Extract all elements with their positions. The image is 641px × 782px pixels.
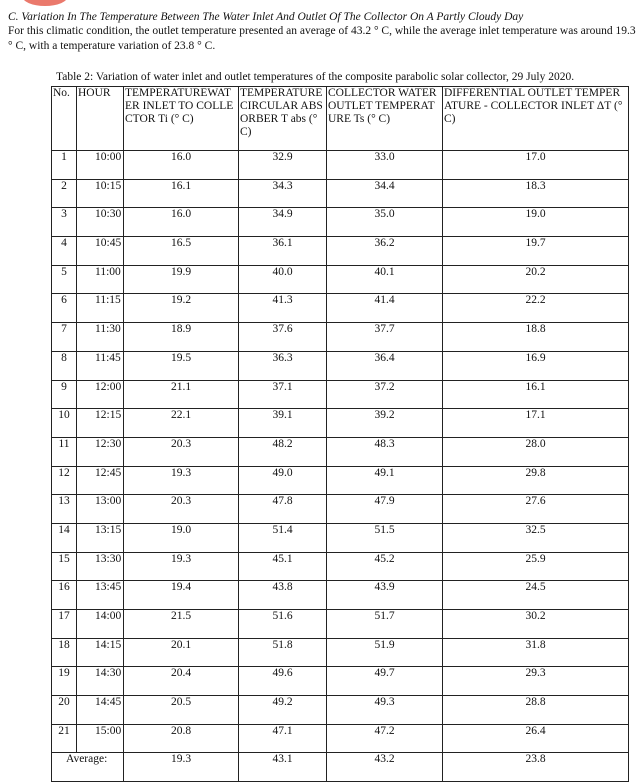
row-differential-temp: 16.1	[443, 380, 629, 409]
row-hour: 14:30	[77, 667, 124, 696]
row-outlet-temp: 37.2	[327, 380, 443, 409]
row-outlet-temp: 47.2	[327, 724, 443, 753]
row-outlet-temp: 39.2	[327, 409, 443, 438]
table-row	[52, 610, 629, 639]
row-differential-temp: 31.8	[443, 638, 629, 667]
row-inlet-temp: 20.5	[124, 696, 239, 725]
red-mark-decoration	[22, 0, 68, 6]
row-number: 20	[52, 696, 77, 725]
table-row	[52, 696, 629, 725]
col-header-outlet: COLLECTOR WATER OUTLET TEMPERATURE Ts (° C)	[327, 87, 443, 151]
table-row	[52, 523, 629, 552]
row-absorber-temp: 51.4	[239, 523, 327, 552]
row-hour: 12:45	[77, 466, 124, 495]
row-inlet-temp: 20.8	[124, 724, 239, 753]
row-absorber-temp: 41.3	[239, 294, 327, 323]
row-hour: 12:15	[77, 409, 124, 438]
row-outlet-temp: 41.4	[327, 294, 443, 323]
row-outlet-temp: 40.1	[327, 265, 443, 294]
row-differential-temp: 27.6	[443, 495, 629, 524]
row-number: 8	[52, 351, 77, 380]
row-hour: 15:00	[77, 724, 124, 753]
col-header-inlet: TEMPERATUREWATER INLET TO COLLECTOR Ti (° C)	[124, 87, 239, 151]
body-paragraph: For this climatic condition, the outlet temperature presented an average of 43.2 ° C, while the average inlet temperature was around 19.3 ° C, with a temperature variation of 23.8 ° C.	[8, 25, 636, 52]
row-outlet-temp: 48.3	[327, 437, 443, 466]
row-number: 3	[52, 208, 77, 237]
row-absorber-temp: 47.1	[239, 724, 327, 753]
average-inlet-temp: 19.3	[124, 753, 239, 782]
section-heading: C. Variation In The Temperature Between The Water Inlet And Outlet Of The Collector On A Partly Cloudy Day	[8, 11, 524, 23]
row-absorber-temp: 37.1	[239, 380, 327, 409]
table-row	[52, 667, 629, 696]
row-hour: 14:15	[77, 638, 124, 667]
col-header-differential: DIFFERENTIAL OUTLET TEMPERATURE - COLLECTOR INLET ΔT (° C)	[443, 87, 629, 151]
row-inlet-temp: 16.1	[124, 179, 239, 208]
row-differential-temp: 28.8	[443, 696, 629, 725]
table-row	[52, 151, 629, 180]
row-outlet-temp: 51.5	[327, 523, 443, 552]
table-row	[52, 409, 629, 438]
average-outlet-temp: 43.2	[327, 753, 443, 782]
row-absorber-temp: 34.3	[239, 179, 327, 208]
row-number: 2	[52, 179, 77, 208]
row-absorber-temp: 49.2	[239, 696, 327, 725]
row-absorber-temp: 51.6	[239, 610, 327, 639]
table-row	[52, 380, 629, 409]
row-differential-temp: 26.4	[443, 724, 629, 753]
table-row	[52, 581, 629, 610]
row-inlet-temp: 16.0	[124, 151, 239, 180]
row-differential-temp: 18.8	[443, 323, 629, 352]
row-inlet-temp: 19.3	[124, 466, 239, 495]
row-inlet-temp: 19.9	[124, 265, 239, 294]
row-absorber-temp: 37.6	[239, 323, 327, 352]
table-body	[52, 151, 629, 782]
average-label: Average:	[52, 753, 124, 782]
row-outlet-temp: 49.7	[327, 667, 443, 696]
row-absorber-temp: 49.6	[239, 667, 327, 696]
row-hour: 14:00	[77, 610, 124, 639]
row-inlet-temp: 19.5	[124, 351, 239, 380]
row-differential-temp: 18.3	[443, 179, 629, 208]
row-differential-temp: 24.5	[443, 581, 629, 610]
row-differential-temp: 17.0	[443, 151, 629, 180]
row-hour: 14:45	[77, 696, 124, 725]
row-number: 19	[52, 667, 77, 696]
row-inlet-temp: 21.5	[124, 610, 239, 639]
row-number: 13	[52, 495, 77, 524]
row-absorber-temp: 39.1	[239, 409, 327, 438]
row-outlet-temp: 35.0	[327, 208, 443, 237]
row-outlet-temp: 51.7	[327, 610, 443, 639]
row-hour: 11:00	[77, 265, 124, 294]
row-number: 5	[52, 265, 77, 294]
table-row	[52, 724, 629, 753]
row-absorber-temp: 32.9	[239, 151, 327, 180]
row-inlet-temp: 19.0	[124, 523, 239, 552]
row-outlet-temp: 36.2	[327, 237, 443, 266]
row-inlet-temp: 22.1	[124, 409, 239, 438]
table-row	[52, 437, 629, 466]
row-hour: 10:30	[77, 208, 124, 237]
row-inlet-temp: 20.1	[124, 638, 239, 667]
row-outlet-temp: 43.9	[327, 581, 443, 610]
row-hour: 11:15	[77, 294, 124, 323]
row-absorber-temp: 48.2	[239, 437, 327, 466]
row-number: 17	[52, 610, 77, 639]
row-absorber-temp: 40.0	[239, 265, 327, 294]
row-hour: 10:45	[77, 237, 124, 266]
row-inlet-temp: 16.5	[124, 237, 239, 266]
row-differential-temp: 29.8	[443, 466, 629, 495]
row-inlet-temp: 19.4	[124, 581, 239, 610]
row-hour: 13:00	[77, 495, 124, 524]
table-row	[52, 237, 629, 266]
table-row	[52, 552, 629, 581]
row-outlet-temp: 47.9	[327, 495, 443, 524]
row-differential-temp: 28.0	[443, 437, 629, 466]
row-differential-temp: 32.5	[443, 523, 629, 552]
row-hour: 12:00	[77, 380, 124, 409]
row-differential-temp: 25.9	[443, 552, 629, 581]
row-hour: 11:30	[77, 323, 124, 352]
row-absorber-temp: 51.8	[239, 638, 327, 667]
col-header-hour: HOUR	[77, 87, 124, 151]
row-differential-temp: 20.2	[443, 265, 629, 294]
average-absorber-temp: 43.1	[239, 753, 327, 782]
row-number: 9	[52, 380, 77, 409]
row-hour: 13:15	[77, 523, 124, 552]
row-outlet-temp: 36.4	[327, 351, 443, 380]
row-hour: 10:00	[77, 151, 124, 180]
row-number: 4	[52, 237, 77, 266]
row-outlet-temp: 49.3	[327, 696, 443, 725]
row-absorber-temp: 34.9	[239, 208, 327, 237]
row-absorber-temp: 49.0	[239, 466, 327, 495]
row-differential-temp: 19.0	[443, 208, 629, 237]
row-inlet-temp: 20.3	[124, 495, 239, 524]
row-hour: 12:30	[77, 437, 124, 466]
row-inlet-temp: 16.0	[124, 208, 239, 237]
row-differential-temp: 19.7	[443, 237, 629, 266]
table-row	[52, 638, 629, 667]
row-number: 1	[52, 151, 77, 180]
table-row	[52, 323, 629, 352]
row-inlet-temp: 19.3	[124, 552, 239, 581]
row-number: 21	[52, 724, 77, 753]
row-inlet-temp: 18.9	[124, 323, 239, 352]
row-absorber-temp: 36.1	[239, 237, 327, 266]
row-outlet-temp: 37.7	[327, 323, 443, 352]
row-number: 11	[52, 437, 77, 466]
row-inlet-temp: 21.1	[124, 380, 239, 409]
row-number: 14	[52, 523, 77, 552]
row-outlet-temp: 49.1	[327, 466, 443, 495]
table-caption: Table 2: Variation of water inlet and outlet temperatures of the composite parabolic solar collector, 29 July 2020.	[56, 71, 575, 83]
row-inlet-temp: 20.4	[124, 667, 239, 696]
row-number: 18	[52, 638, 77, 667]
col-header-no: No.	[52, 87, 77, 151]
row-absorber-temp: 47.8	[239, 495, 327, 524]
row-differential-temp: 17.1	[443, 409, 629, 438]
table-row	[52, 265, 629, 294]
row-differential-temp: 22.2	[443, 294, 629, 323]
table-row	[52, 495, 629, 524]
row-outlet-temp: 33.0	[327, 151, 443, 180]
temperature-table	[51, 86, 629, 782]
row-number: 10	[52, 409, 77, 438]
row-outlet-temp: 51.9	[327, 638, 443, 667]
row-number: 6	[52, 294, 77, 323]
table-header-row	[52, 87, 629, 151]
average-differential-temp: 23.8	[443, 753, 629, 782]
row-differential-temp: 16.9	[443, 351, 629, 380]
row-number: 16	[52, 581, 77, 610]
table-row	[52, 208, 629, 237]
table-row	[52, 351, 629, 380]
row-absorber-temp: 43.8	[239, 581, 327, 610]
row-differential-temp: 29.3	[443, 667, 629, 696]
row-hour: 10:15	[77, 179, 124, 208]
table-row	[52, 466, 629, 495]
row-hour: 13:30	[77, 552, 124, 581]
row-number: 7	[52, 323, 77, 352]
col-header-absorber: TEMPERATURE CIRCULAR ABSORBER T abs (° C)	[239, 87, 327, 151]
row-number: 12	[52, 466, 77, 495]
row-outlet-temp: 45.2	[327, 552, 443, 581]
row-absorber-temp: 36.3	[239, 351, 327, 380]
row-absorber-temp: 45.1	[239, 552, 327, 581]
row-hour: 11:45	[77, 351, 124, 380]
row-outlet-temp: 34.4	[327, 179, 443, 208]
table-row	[52, 179, 629, 208]
row-number: 15	[52, 552, 77, 581]
row-hour: 13:45	[77, 581, 124, 610]
row-inlet-temp: 19.2	[124, 294, 239, 323]
row-inlet-temp: 20.3	[124, 437, 239, 466]
row-differential-temp: 30.2	[443, 610, 629, 639]
table-row	[52, 294, 629, 323]
average-row	[52, 753, 629, 782]
